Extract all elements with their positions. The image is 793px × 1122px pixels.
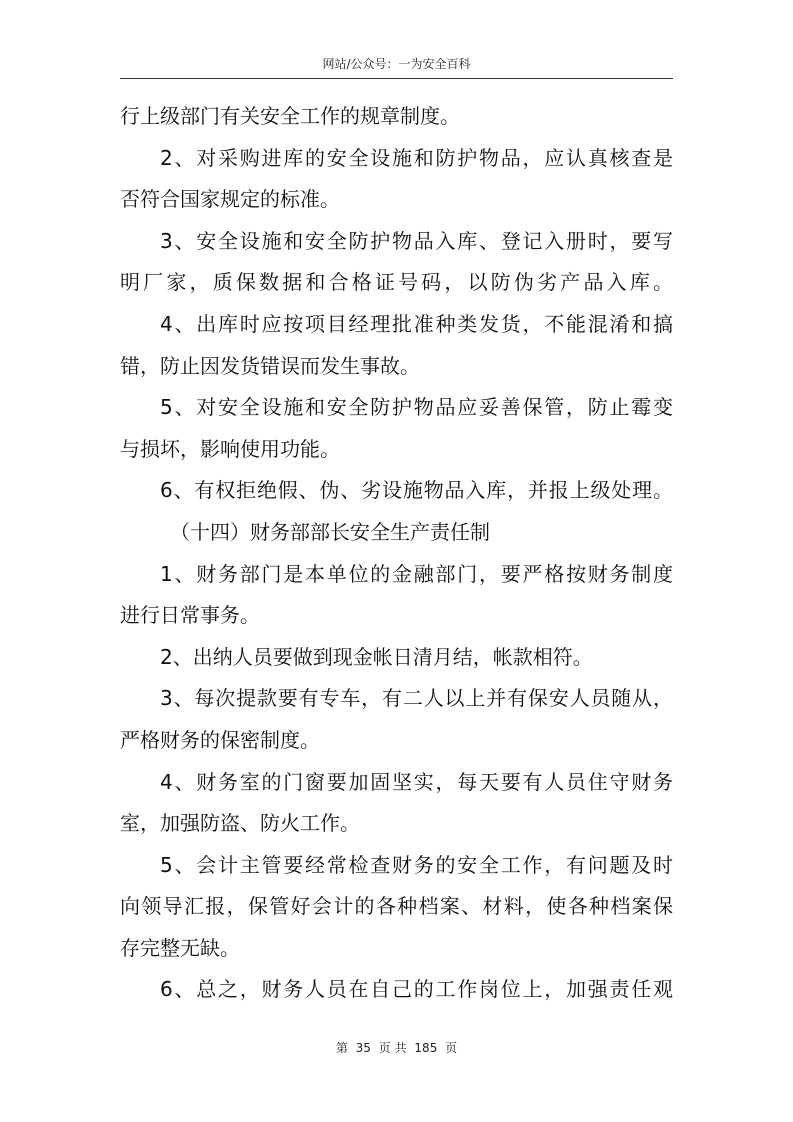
- total-pages: 185: [414, 1041, 438, 1055]
- paragraph-line: 严格财务的保密制度。: [120, 727, 320, 752]
- document-body: [120, 96, 673, 1011]
- page-footer: [120, 1040, 673, 1056]
- paragraph-line: 6、有权拒绝假、伪、劣设施物品入库，并报上级处理。: [160, 478, 673, 503]
- paragraph-line: 5、会计主管要经常检查财务的安全工作，有问题及时: [160, 852, 673, 877]
- paragraph-line: 进行日常事务。: [120, 603, 260, 628]
- paragraph-line: 3、安全设施和安全防护物品入库、登记入册时，要写: [160, 228, 673, 253]
- paragraph-line: 2、出纳人员要做到现金帐日清月结，帐款相符。: [160, 644, 593, 669]
- paragraph-line: 明厂家，质保数据和合格证号码，以防伪劣产品入库。: [120, 270, 673, 295]
- paragraph-line: 5、对安全设施和安全防护物品应妥善保管，防止霉变: [160, 395, 673, 420]
- page-header: 网站/公众号：一为安全百科: [322, 57, 471, 71]
- paragraph-line: 1、财务部门是本单位的金融部门，要严格按财务制度: [160, 561, 673, 586]
- footer-middle: 页 共: [378, 1041, 407, 1055]
- section-heading: （十四）财务部部长安全生产责任制: [170, 519, 490, 544]
- paragraph-line: 错，防止因发货错误而发生事故。: [120, 353, 420, 378]
- paragraph-line: 与损坏，影响使用功能。: [120, 436, 340, 461]
- paragraph-line: 行上级部门有关安全工作的规章制度。: [120, 104, 460, 128]
- paragraph-line: 4、财务室的门窗要加固坚实，每天要有人员住守财务: [160, 769, 673, 794]
- page-number: 35: [355, 1041, 371, 1055]
- paragraph-line: 6、总之，财务人员在自己的工作岗位上，加强责任观: [160, 977, 673, 1002]
- paragraph-line: 2、对采购进库的安全设施和防护物品，应认真核查是: [160, 145, 673, 170]
- paragraph-line: 否符合国家规定的标准。: [120, 187, 340, 212]
- footer-suffix: 页: [445, 1041, 458, 1055]
- footer-prefix: 第: [335, 1041, 348, 1055]
- paragraph-line: 存完整无缺。: [120, 935, 240, 960]
- paragraph-line: 4、出库时应按项目经理批准种类发货，不能混淆和搞: [160, 311, 673, 336]
- paragraph-line: 室，加强防盗、防火工作。: [120, 811, 360, 836]
- paragraph-line: 向领导汇报，保管好会计的各种档案、材料，使各种档案保: [120, 894, 673, 919]
- header-divider: [120, 78, 673, 79]
- paragraph-line: 3、每次提款要有专车，有二人以上并有保安人员随从，: [160, 686, 673, 711]
